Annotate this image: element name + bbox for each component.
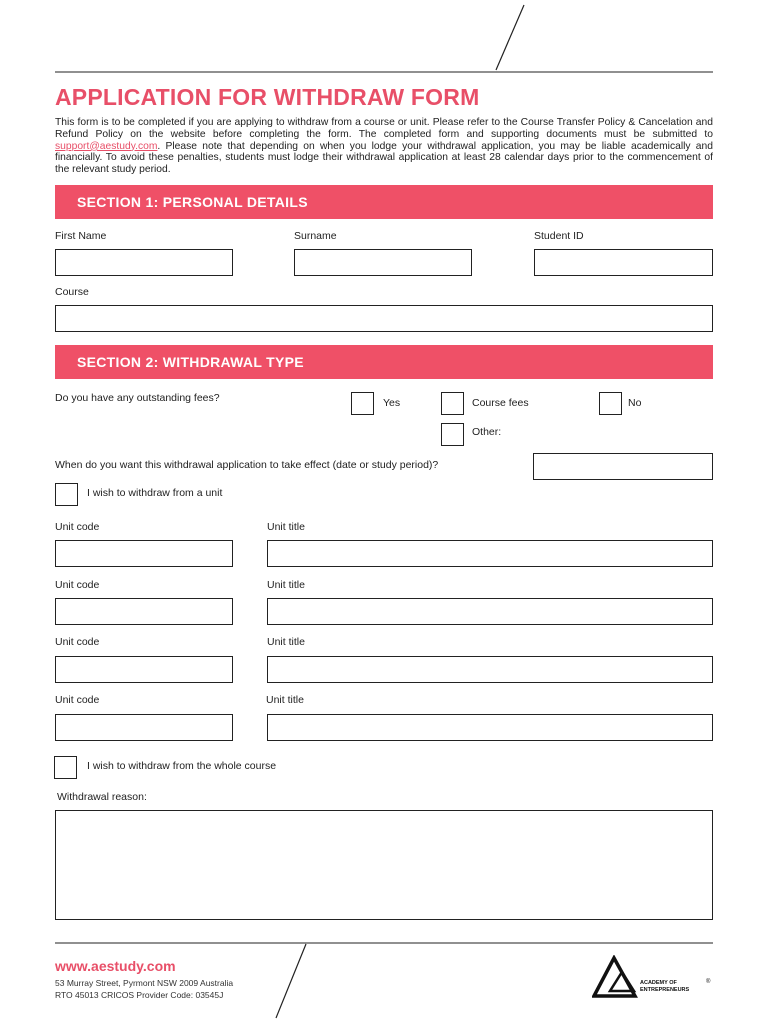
unit-code-field-4[interactable] xyxy=(55,714,233,741)
support-email-link[interactable]: support@aestudy.com xyxy=(55,140,158,152)
unit-title-field-1[interactable] xyxy=(267,540,713,567)
first-name-label: First Name xyxy=(55,230,107,242)
withdrawal-reason-field[interactable] xyxy=(55,810,713,920)
withdraw-unit-checkbox[interactable] xyxy=(55,483,78,506)
fees-other-checkbox[interactable] xyxy=(441,423,464,446)
student-id-label: Student ID xyxy=(534,230,584,242)
logo-text xyxy=(640,980,689,993)
fees-question: Do you have any outstanding fees? xyxy=(55,392,220,404)
unit-title-field-2[interactable] xyxy=(267,598,713,625)
footer-street: 53 Murray Street, Pyrmont NSW 2009 Australia xyxy=(55,978,234,988)
effect-date-field[interactable] xyxy=(533,453,713,480)
academy-logo-icon xyxy=(592,955,640,1001)
unit-title-label: Unit title xyxy=(267,579,305,591)
unit-title-label: Unit title xyxy=(266,694,304,706)
unit-code-field-3[interactable] xyxy=(55,656,233,683)
course-field[interactable] xyxy=(55,305,713,332)
registered-mark: ® xyxy=(706,979,711,985)
fees-no-checkbox[interactable] xyxy=(599,392,622,415)
top-decoration xyxy=(0,0,768,80)
withdraw-course-label: I wish to withdraw from the whole course xyxy=(87,760,277,772)
logo-line-1: ACADEMY OF xyxy=(640,980,677,986)
student-id-field[interactable] xyxy=(534,249,713,276)
unit-title-field-4[interactable] xyxy=(267,714,713,741)
unit-title-label: Unit title xyxy=(267,521,305,533)
section-2-header: SECTION 2: WITHDRAWAL TYPE xyxy=(55,345,713,379)
unit-code-label: Unit code xyxy=(55,694,100,706)
logo-line-2: ENTREPRENEURS xyxy=(640,986,690,993)
fees-other-label: Other: xyxy=(472,426,502,438)
unit-code-field-2[interactable] xyxy=(55,598,233,625)
course-label: Course xyxy=(55,286,89,298)
footer-website[interactable]: www.aestudy.com xyxy=(55,958,176,974)
unit-code-label: Unit code xyxy=(55,521,100,533)
page-title: APPLICATION FOR WITHDRAW FORM xyxy=(55,84,480,110)
unit-code-label: Unit code xyxy=(55,636,100,648)
unit-code-label: Unit code xyxy=(55,579,100,591)
intro-text-end: . Please note that depending on when you lodge your withdrawal application, you may be liable academically and financially. To avoid these penalties, students must lodge their withdrawal application at least 28 calendar days prior to the commencement of the relevant study period. xyxy=(55,140,713,176)
withdrawal-reason-label: Withdrawal reason: xyxy=(57,791,147,803)
effect-question: When do you want this withdrawal application to take effect (date or study period)? xyxy=(55,459,439,471)
unit-code-field-1[interactable] xyxy=(55,540,233,567)
surname-label: Surname xyxy=(294,230,337,242)
footer-address xyxy=(55,978,233,1001)
fees-no-label: No xyxy=(628,397,642,409)
fees-yes-label: Yes xyxy=(383,397,401,409)
surname-field[interactable] xyxy=(294,249,472,276)
fees-yes-checkbox[interactable] xyxy=(351,392,374,415)
fees-course-fees-label: Course fees xyxy=(472,397,529,409)
fees-course-fees-checkbox[interactable] xyxy=(441,392,464,415)
section-1-header: SECTION 1: PERSONAL DETAILS xyxy=(55,185,713,219)
unit-title-label: Unit title xyxy=(267,636,305,648)
intro-text-start: This form is to be completed if you are applying to withdraw from a course or unit. Please refer to the Course Transfer Policy & Cancelation and Refund Policy on the website before completing the form. The completed form and supporting documents must be submitted to xyxy=(55,117,713,140)
footer-rto: RTO 45013 CRICOS Provider Code: 03545J xyxy=(55,989,224,1000)
unit-title-field-3[interactable] xyxy=(267,656,713,683)
intro-paragraph xyxy=(55,117,713,176)
withdraw-unit-label: I wish to withdraw from a unit xyxy=(87,487,223,499)
withdraw-course-checkbox[interactable] xyxy=(54,756,77,779)
first-name-field[interactable] xyxy=(55,249,233,276)
